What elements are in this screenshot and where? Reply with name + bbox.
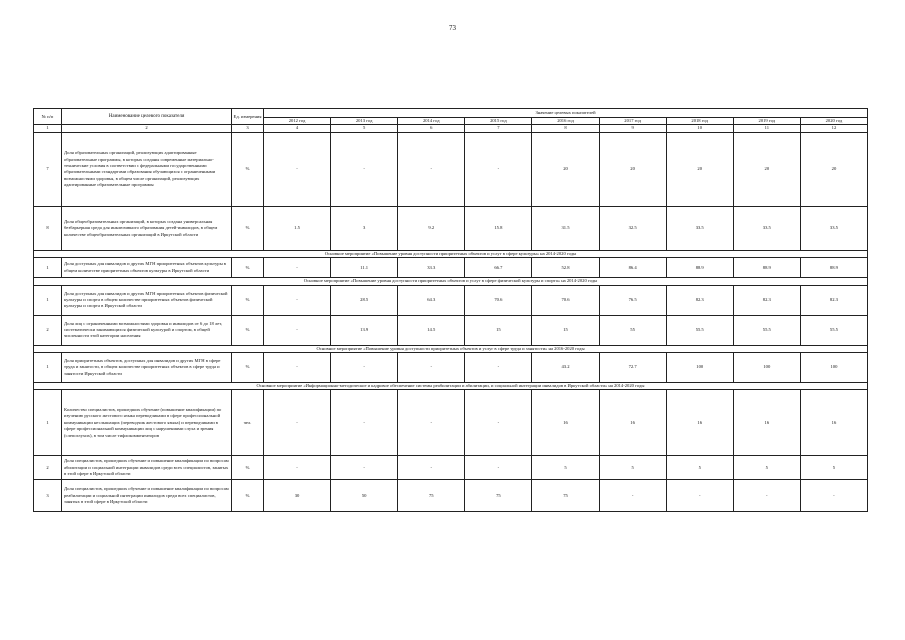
value-cell: 66.7	[465, 258, 532, 278]
value-cell: 13.9	[331, 315, 398, 345]
table-row	[34, 390, 868, 456]
column-number: 2	[62, 125, 232, 132]
value-cell: -	[398, 353, 465, 383]
row-number: 1	[34, 353, 62, 383]
year-header: 2019 год	[733, 118, 800, 125]
unit-cell: %	[232, 285, 264, 315]
year-header: 2018 год	[666, 118, 733, 125]
value-cell: 75	[532, 480, 599, 512]
value-cell: 33.5	[800, 206, 867, 250]
value-cell: -	[331, 390, 398, 456]
indicator-name: Доля доступных для инвалидов и других МГН приоритетных объектов культуры в общем количестве приоритетных объектов культуры в Иркутской области	[62, 258, 232, 278]
value-cell: 33.5	[733, 206, 800, 250]
value-cell: 50	[331, 480, 398, 512]
value-cell: 20	[733, 132, 800, 206]
table-row	[34, 132, 868, 206]
column-number: 6	[398, 125, 465, 132]
row-number: 1	[34, 285, 62, 315]
column-number: 3	[232, 125, 264, 132]
value-cell: 75	[398, 480, 465, 512]
value-cell: 5	[800, 456, 867, 480]
value-cell: 9.2	[398, 206, 465, 250]
value-cell: 88.9	[666, 258, 733, 278]
value-cell: -	[599, 480, 666, 512]
value-cell: 72.7	[599, 353, 666, 383]
column-number: 10	[666, 125, 733, 132]
indicator-name: Доля лиц с ограниченными возможностями здоровья и инвалидов от 6 до 18 лет, систематически занимающихся физической культурой и спортом, в общей численности этой категории населения	[62, 315, 232, 345]
header-no: № п/п	[34, 109, 62, 125]
column-number: 1	[34, 125, 62, 132]
value-cell: 5	[599, 456, 666, 480]
value-cell: -	[733, 480, 800, 512]
value-cell: 33.3	[398, 258, 465, 278]
year-header: 2015 год	[465, 118, 532, 125]
section-title: Основное мероприятие «Повышение уровня доступности приоритетных объектов и услуг в сфере культуры» на 2014-2020 годы	[34, 250, 868, 257]
value-cell: 15.8	[465, 206, 532, 250]
value-cell: 28.5	[331, 285, 398, 315]
value-cell: 3	[331, 206, 398, 250]
unit-cell: %	[232, 258, 264, 278]
year-header: 2020 год	[800, 118, 867, 125]
section-title: Основное мероприятие «Повышение уровня доступности приоритетных объектов и услуг в сфере физической культуры и спорта» на 2014-2020 годы	[34, 278, 868, 285]
value-cell: 16	[532, 390, 599, 456]
value-cell: 82.3	[800, 285, 867, 315]
value-cell: -	[331, 456, 398, 480]
year-header: 2016 год	[532, 118, 599, 125]
indicators-table	[33, 108, 868, 512]
column-number: 7	[465, 125, 532, 132]
unit-cell: %	[232, 353, 264, 383]
row-number: 7	[34, 132, 62, 206]
header-unit: Ед. измерения	[232, 109, 264, 125]
unit-cell: %	[232, 206, 264, 250]
value-cell: -	[264, 315, 331, 345]
value-cell: -	[331, 353, 398, 383]
value-cell: -	[465, 456, 532, 480]
row-number: 3	[34, 480, 62, 512]
value-cell: 16	[800, 390, 867, 456]
value-cell: 20	[800, 132, 867, 206]
value-cell: -	[264, 456, 331, 480]
column-number: 12	[800, 125, 867, 132]
value-cell: 20	[532, 132, 599, 206]
value-cell: 5	[733, 456, 800, 480]
value-cell: 55	[599, 315, 666, 345]
row-number: 8	[34, 206, 62, 250]
section-row	[34, 345, 868, 352]
indicator-name: Количество специалистов, прошедших обучение (повышение квалификации) по изучению русского жестового языка переводчиками в сфере профессиональной коммуникации неслышащих (переводчик жестового языка) и переводчиками в сфере профессиональной коммуникации лиц с нарушениями слуха и зрения (слепоглухих), в том числе тифлокомментаторов	[62, 390, 232, 456]
header-row	[34, 109, 868, 118]
value-cell: 100	[666, 353, 733, 383]
value-cell: 15	[465, 315, 532, 345]
indicator-name: Доля общеобразовательных организаций, в которых создана универсальная безбарьерная среда для инклюзивного образования детей-инвалидов, в общем количестве общеобразовательных организаций в Иркутской области	[62, 206, 232, 250]
table-row	[34, 206, 868, 250]
value-cell: -	[398, 456, 465, 480]
value-cell: 70.6	[465, 285, 532, 315]
value-cell: 100	[800, 353, 867, 383]
value-cell: 1.5	[264, 206, 331, 250]
value-cell: 100	[733, 353, 800, 383]
column-number: 8	[532, 125, 599, 132]
value-cell: 5	[532, 456, 599, 480]
section-title: Основное мероприятие «Повышение уровня доступности приоритетных объектов и услуг в сфере труда и занятости» на 2016-2020 годы	[34, 345, 868, 352]
value-cell: 88.9	[733, 258, 800, 278]
indicator-name: Доля доступных для инвалидов и других МГН приоритетных объектов физической культуры и спорта в общем количестве приоритетных объектов физической культуры и спорта в Иркутской области	[62, 285, 232, 315]
table-row	[34, 456, 868, 480]
row-number: 1	[34, 258, 62, 278]
value-cell: 70.6	[532, 285, 599, 315]
column-number: 5	[331, 125, 398, 132]
value-cell: 52.8	[532, 258, 599, 278]
section-title: Основное мероприятие «Информационно-методическое и кадровое обеспечение системы реабилитации и абилитации, и социальной интеграции инвалидов в Иркутской области» на 2014-2020 годы	[34, 383, 868, 390]
row-number: 1	[34, 390, 62, 456]
value-cell: 55.5	[666, 315, 733, 345]
value-cell: 32.5	[599, 206, 666, 250]
value-cell: 43.2	[532, 353, 599, 383]
value-cell: 86.4	[599, 258, 666, 278]
value-cell: -	[264, 390, 331, 456]
header-name: Наименование целевого показателя	[62, 109, 232, 125]
indicator-name: Доля образовательных организаций, реализующих адаптированные образовательные программы, в которых созданы современные материально-технические условия в соответствии с федеральными государственными образовательными стандартами образования обучающихся с ограниченными возможностями здоровья, в общем числе организаций, реализующих адаптированные образовательные программы	[62, 132, 232, 206]
row-number: 2	[34, 456, 62, 480]
column-number: 11	[733, 125, 800, 132]
value-cell: 64.3	[398, 285, 465, 315]
value-cell: 16	[733, 390, 800, 456]
column-number: 4	[264, 125, 331, 132]
value-cell: 55.5	[733, 315, 800, 345]
value-cell: -	[800, 480, 867, 512]
page-number: 73	[449, 24, 456, 32]
value-cell: 16	[599, 390, 666, 456]
table-row	[34, 285, 868, 315]
table-row	[34, 258, 868, 278]
value-cell: 82.3	[666, 285, 733, 315]
table-row	[34, 353, 868, 383]
indicator-name: Доля специалистов, прошедших обучение и повышение квалификации по вопросам реабилитации и социальной интеграции инвалидов среди всех специалистов, занятых в этой сфере в Иркутской области	[62, 480, 232, 512]
year-header: 2012 год	[264, 118, 331, 125]
section-row	[34, 250, 868, 257]
value-cell: 15	[532, 315, 599, 345]
value-cell: 20	[666, 132, 733, 206]
value-cell: -	[264, 258, 331, 278]
value-cell: 75	[465, 480, 532, 512]
value-cell: 33.5	[666, 206, 733, 250]
value-cell: 55.5	[800, 315, 867, 345]
year-header: 2017 год	[599, 118, 666, 125]
table-row	[34, 315, 868, 345]
unit-cell: %	[232, 480, 264, 512]
value-cell: 76.5	[599, 285, 666, 315]
section-row	[34, 383, 868, 390]
value-cell: -	[465, 353, 532, 383]
column-number: 9	[599, 125, 666, 132]
year-header: 2013 год	[331, 118, 398, 125]
value-cell: 82.3	[733, 285, 800, 315]
value-cell: 14.5	[398, 315, 465, 345]
value-cell: 11.1	[331, 258, 398, 278]
value-cell: -	[264, 353, 331, 383]
unit-cell: %	[232, 456, 264, 480]
value-cell: 16	[666, 390, 733, 456]
value-cell: -	[465, 390, 532, 456]
value-cell: 31.5	[532, 206, 599, 250]
header-values-title: Значение целевых показателей	[264, 109, 868, 118]
value-cell: -	[465, 132, 532, 206]
unit-cell: чел.	[232, 390, 264, 456]
indicator-name: Доля приоритетных объектов, доступных для инвалидов и других МГН в сфере труда и занятости, в общем количестве приоритетных объектов в сфере труда и занятости Иркутской области	[62, 353, 232, 383]
table-row	[34, 480, 868, 512]
value-cell: 88.9	[800, 258, 867, 278]
section-row	[34, 278, 868, 285]
value-cell: -	[331, 132, 398, 206]
value-cell: -	[264, 132, 331, 206]
column-numbers-row	[34, 125, 868, 132]
value-cell: -	[264, 285, 331, 315]
value-cell: -	[398, 132, 465, 206]
row-number: 2	[34, 315, 62, 345]
value-cell: 20	[599, 132, 666, 206]
value-cell: 30	[264, 480, 331, 512]
value-cell: 5	[666, 456, 733, 480]
unit-cell: %	[232, 315, 264, 345]
value-cell: -	[398, 390, 465, 456]
unit-cell: %	[232, 132, 264, 206]
value-cell: -	[666, 480, 733, 512]
indicator-name: Доля специалистов, прошедших обучение и повышение квалификации по вопросам абилитации и социальной интеграции инвалидов среди всех специалистов, занятых в этой сфере в Иркутской области	[62, 456, 232, 480]
year-header: 2014 год	[398, 118, 465, 125]
